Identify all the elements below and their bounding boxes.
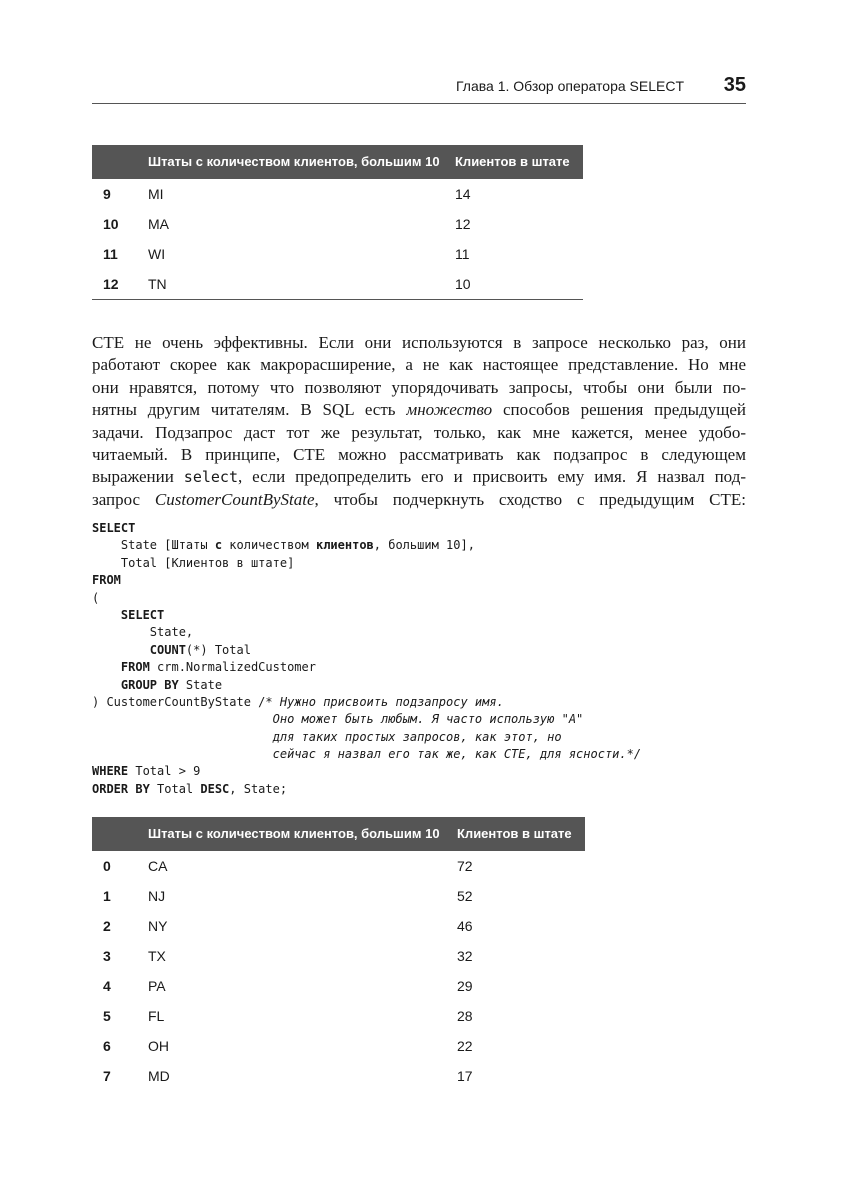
state-cell: NY	[148, 918, 168, 934]
text-segment: работают скорее как макрорасширение, а не как настоящее представление. Но мне	[92, 355, 746, 375]
row-index: 12	[103, 276, 119, 292]
text-line	[92, 711, 641, 728]
text-line	[92, 781, 641, 798]
text-line	[92, 659, 641, 676]
text-line	[92, 555, 641, 572]
text-segment: множество	[406, 400, 493, 420]
text-segment: они нравятся, потому что позволяют упорядочивать запросы, чтобы они были по-	[92, 377, 746, 397]
text-segment: FROM	[92, 573, 121, 588]
count-cell: 10	[455, 276, 471, 292]
text-segment: (*) Total	[185, 642, 251, 657]
text-line	[92, 677, 641, 694]
state-cell: CA	[148, 858, 168, 874]
text-segment: для таких простых запросов, как этот, но	[272, 729, 562, 744]
text-segment	[92, 678, 121, 692]
text-segment	[92, 608, 121, 622]
table-header-row	[92, 145, 583, 179]
column-header: Штаты с количеством клиентов, большим 10	[148, 154, 440, 169]
text-segment: (	[92, 590, 100, 605]
count-cell: 12	[455, 216, 471, 232]
count-cell: 22	[457, 1038, 473, 1054]
text-line	[92, 489, 746, 511]
text-line	[92, 354, 746, 376]
running-header	[92, 72, 746, 104]
count-cell: 32	[457, 948, 473, 964]
text-segment: Total > 9	[128, 764, 201, 779]
text-segment: crm.NormalizedCustomer	[149, 660, 316, 675]
state-cell: TN	[148, 276, 167, 292]
count-cell: 52	[457, 888, 473, 904]
text-segment	[92, 730, 273, 744]
result-table-2	[92, 817, 585, 1091]
row-index: 7	[103, 1068, 111, 1084]
text-segment: Total	[149, 781, 201, 796]
text-segment: , чтобы подчеркнуть сходство с предыдущим CTE:	[314, 489, 747, 509]
count-cell: 11	[455, 246, 470, 262]
text-segment: COUNT	[149, 642, 186, 657]
text-segment: сейчас я назвал его так же, как CTE, для ясности.*/	[272, 747, 642, 762]
state-cell: OH	[148, 1038, 169, 1054]
row-index: 2	[103, 918, 111, 934]
row-index: 4	[103, 978, 111, 994]
row-index: 3	[103, 948, 111, 964]
count-cell: 46	[457, 918, 473, 934]
table-row	[92, 851, 585, 881]
text-segment: способов решения предыдущей	[492, 400, 746, 420]
text-line	[92, 377, 746, 399]
row-index: 10	[103, 216, 119, 232]
table-row	[92, 911, 585, 941]
text-segment: State	[178, 677, 223, 692]
text-segment: select	[183, 468, 238, 487]
table-row	[92, 881, 585, 911]
text-segment: ORDER BY	[92, 781, 150, 796]
table-row	[92, 209, 583, 239]
text-segment: , если предопределить его и присвоить ему имя. Я назвал под-	[237, 467, 746, 487]
count-cell: 17	[457, 1068, 473, 1084]
body-paragraph	[92, 332, 746, 511]
count-cell: 72	[457, 858, 473, 874]
column-header: Клиентов в штате	[457, 826, 572, 841]
text-line	[92, 466, 746, 488]
sql-code-block	[92, 520, 641, 798]
text-segment: читаемый. В принципе, CTE можно рассматривать как подзапрос в следующем	[92, 444, 746, 464]
text-line	[92, 642, 641, 659]
text-line	[92, 624, 641, 641]
text-segment: запрос	[92, 489, 155, 509]
state-cell: MD	[148, 1068, 170, 1084]
row-index: 5	[103, 1008, 111, 1024]
row-index: 0	[103, 858, 111, 874]
text-line	[92, 399, 746, 421]
text-segment: задачи. Подзапрос даст тот же результат, только, как мне кажется, менее удобо-	[92, 422, 746, 442]
text-segment	[92, 712, 273, 726]
text-segment: DESC	[200, 781, 230, 796]
text-line	[92, 763, 641, 780]
chapter-title: Глава 1. Обзор оператора SELECT	[456, 78, 684, 94]
table-header-row	[92, 817, 585, 851]
text-segment: выражении	[92, 467, 184, 487]
text-line	[92, 590, 641, 607]
table-row	[92, 1031, 585, 1061]
text-segment: State,	[92, 625, 194, 640]
text-segment: SELECT	[92, 521, 136, 535]
text-segment: CTE не очень эффективны. Если они используются в запросе несколько раз, они	[92, 333, 746, 352]
result-table-1	[92, 145, 583, 300]
state-cell: MA	[148, 216, 169, 232]
text-segment: , большим 10],	[373, 538, 475, 553]
row-index: 6	[103, 1038, 111, 1054]
row-index: 1	[103, 888, 111, 904]
text-segment	[92, 643, 150, 657]
text-segment: WHERE	[92, 764, 129, 779]
text-segment: State [Штаты	[92, 538, 215, 553]
state-cell: WI	[148, 246, 166, 262]
page-number: 35	[723, 74, 746, 96]
text-segment: GROUP BY	[120, 677, 179, 692]
count-cell: 14	[455, 186, 471, 202]
table-row	[92, 239, 583, 269]
count-cell: 28	[457, 1008, 473, 1024]
text-segment	[92, 747, 273, 761]
text-line	[92, 607, 641, 624]
text-line	[92, 572, 641, 589]
row-index: 11	[103, 246, 118, 262]
text-line	[92, 694, 641, 711]
column-header: Клиентов в штате	[455, 154, 570, 169]
state-cell: TX	[148, 948, 166, 964]
text-line	[92, 746, 641, 763]
table-row	[92, 1001, 585, 1031]
text-segment	[92, 660, 121, 674]
text-segment: клиентов	[315, 538, 374, 553]
text-line	[92, 422, 746, 444]
table-row	[92, 941, 585, 971]
text-segment: ) CustomerCountByState /*	[92, 694, 280, 709]
text-segment: количеством	[222, 538, 316, 553]
text-line	[92, 444, 746, 466]
text-segment: CustomerCountByState	[154, 489, 315, 509]
text-segment: Total [Клиентов в штате]	[92, 555, 295, 570]
state-cell: NJ	[148, 888, 166, 904]
table-row	[92, 269, 583, 299]
text-segment: нятны другим читателям. В SQL есть	[92, 400, 407, 420]
text-segment: FROM	[120, 660, 150, 675]
count-cell: 29	[457, 978, 473, 994]
table-row	[92, 1061, 585, 1091]
state-cell: FL	[148, 1008, 165, 1024]
text-line	[92, 537, 641, 554]
text-segment: , State;	[229, 781, 288, 796]
column-header: Штаты с количеством клиентов, большим 10	[148, 826, 440, 841]
text-line	[92, 332, 746, 354]
row-index: 9	[103, 186, 111, 202]
text-segment: c	[214, 538, 223, 553]
state-cell: PA	[148, 978, 166, 994]
text-segment: Оно может быть любым. Я часто использую "A"	[272, 712, 584, 727]
state-cell: MI	[148, 186, 164, 202]
text-line	[92, 729, 641, 746]
text-segment: SELECT	[120, 607, 165, 622]
text-line	[92, 520, 641, 537]
table-row	[92, 179, 583, 209]
table-row	[92, 971, 585, 1001]
text-segment: Нужно присвоить подзапросу имя.	[279, 694, 504, 709]
